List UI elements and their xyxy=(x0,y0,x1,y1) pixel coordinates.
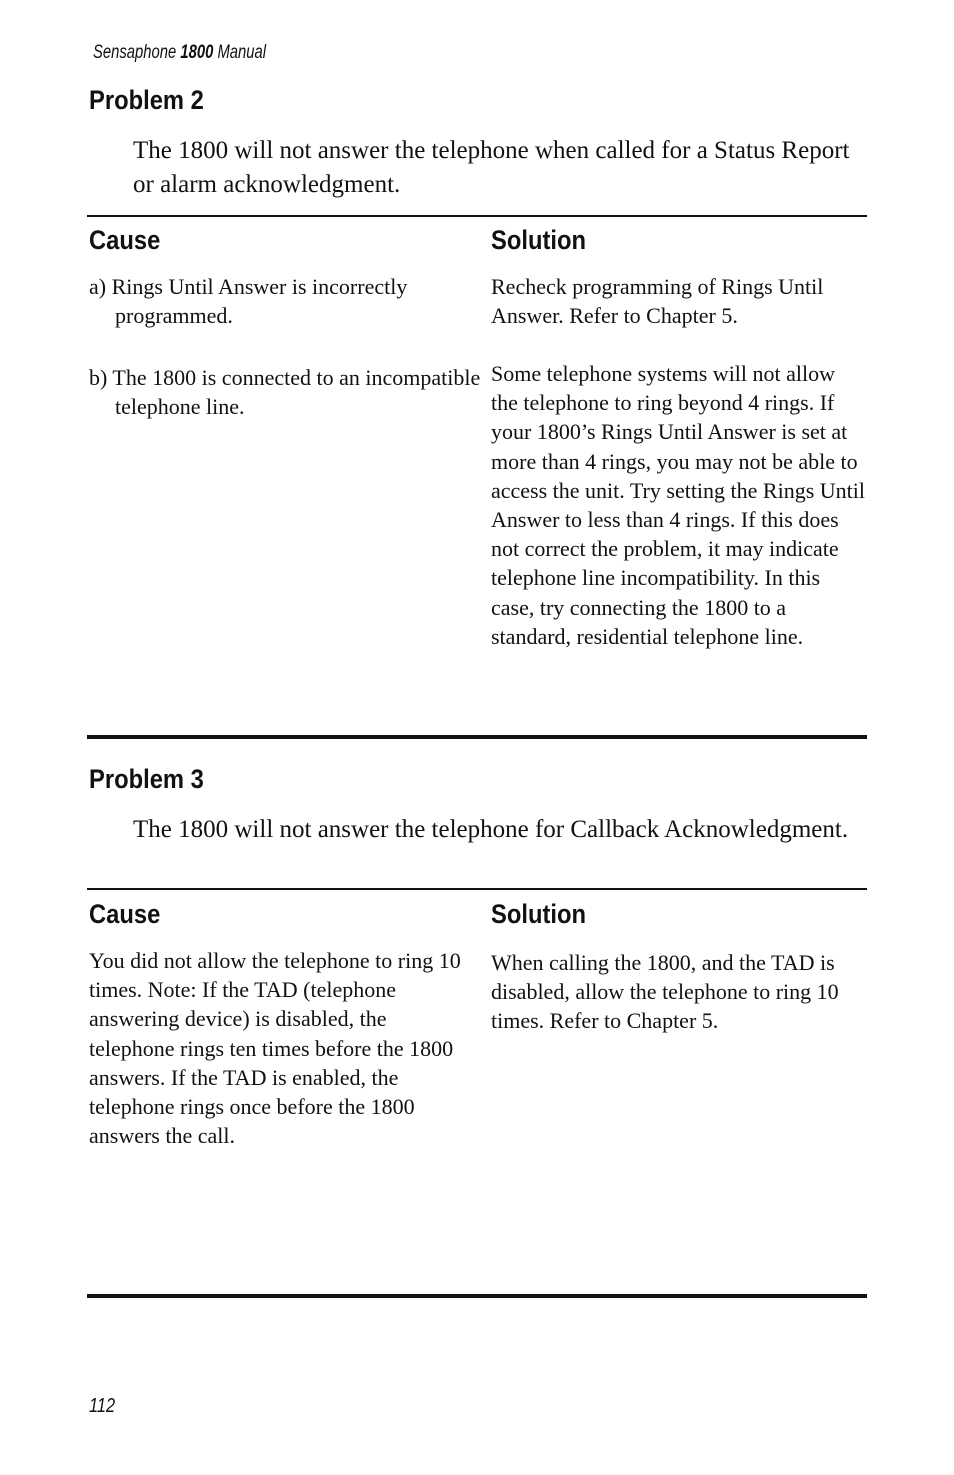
problem-3-heading: Problem 3 xyxy=(89,764,204,794)
problem-2-solution-b: Some telephone systems will not allow the telephone to ring beyond 4 rings. If your 1800’s Rings Until Answer is set at more than 4 rings, you may not be able to access the unit. Try setting the Rings Until Answer to less than 4 rings. If this does not correct the problem, it may indicate telephone line incompatibility. In this case, try connecting the 1800 to a standard, residential telephone line. xyxy=(491,361,865,649)
problem-3-solution: When calling the 1800, and the TAD is disabled, allow the telephone to ring 10 times. Refer to Chapter 5. xyxy=(491,950,839,1034)
header-model: 1800 xyxy=(180,42,214,63)
page-number: 112 xyxy=(89,1395,116,1417)
table-top-rule xyxy=(87,215,867,217)
problem-3-solution-header: Solution xyxy=(491,899,587,929)
problem-3-cause-header: Cause xyxy=(89,899,161,929)
table-top-rule xyxy=(87,888,867,890)
problem-2-cause-header: Cause xyxy=(89,225,161,255)
header-doc: Manual xyxy=(217,42,267,63)
problem-3-cause: You did not allow the telephone to ring 10 times. Note: If the TAD (telephone answering device) is disabled, the telephone rings ten times before the 1800 answers. If the TAD is enabled, the telephone rings once before the 1800 answers the call. xyxy=(89,948,461,1149)
header-brand: Sensaphone xyxy=(93,42,177,63)
problem-2-cause-b: b) The 1800 is connected to an incompatible telephone line. xyxy=(89,365,481,420)
problem-2-solution-header: Solution xyxy=(491,225,587,255)
problem-2-heading: Problem 2 xyxy=(89,85,204,115)
problem-3-description: The 1800 will not answer the telephone for Callback Acknowledgment. xyxy=(133,816,849,843)
problem-2-solution-a: Recheck programming of Rings Until Answer. Refer to Chapter 5. xyxy=(491,274,824,329)
problem-2-description: The 1800 will not answer the telephone when called for a Status Report or alarm acknowledgment. xyxy=(133,137,850,198)
table-bottom-rule xyxy=(87,735,867,739)
table-bottom-rule xyxy=(87,1294,867,1298)
problem-2-cause-a: a) Rings Until Answer is incorrectly programmed. xyxy=(89,274,408,329)
running-header xyxy=(93,42,266,64)
